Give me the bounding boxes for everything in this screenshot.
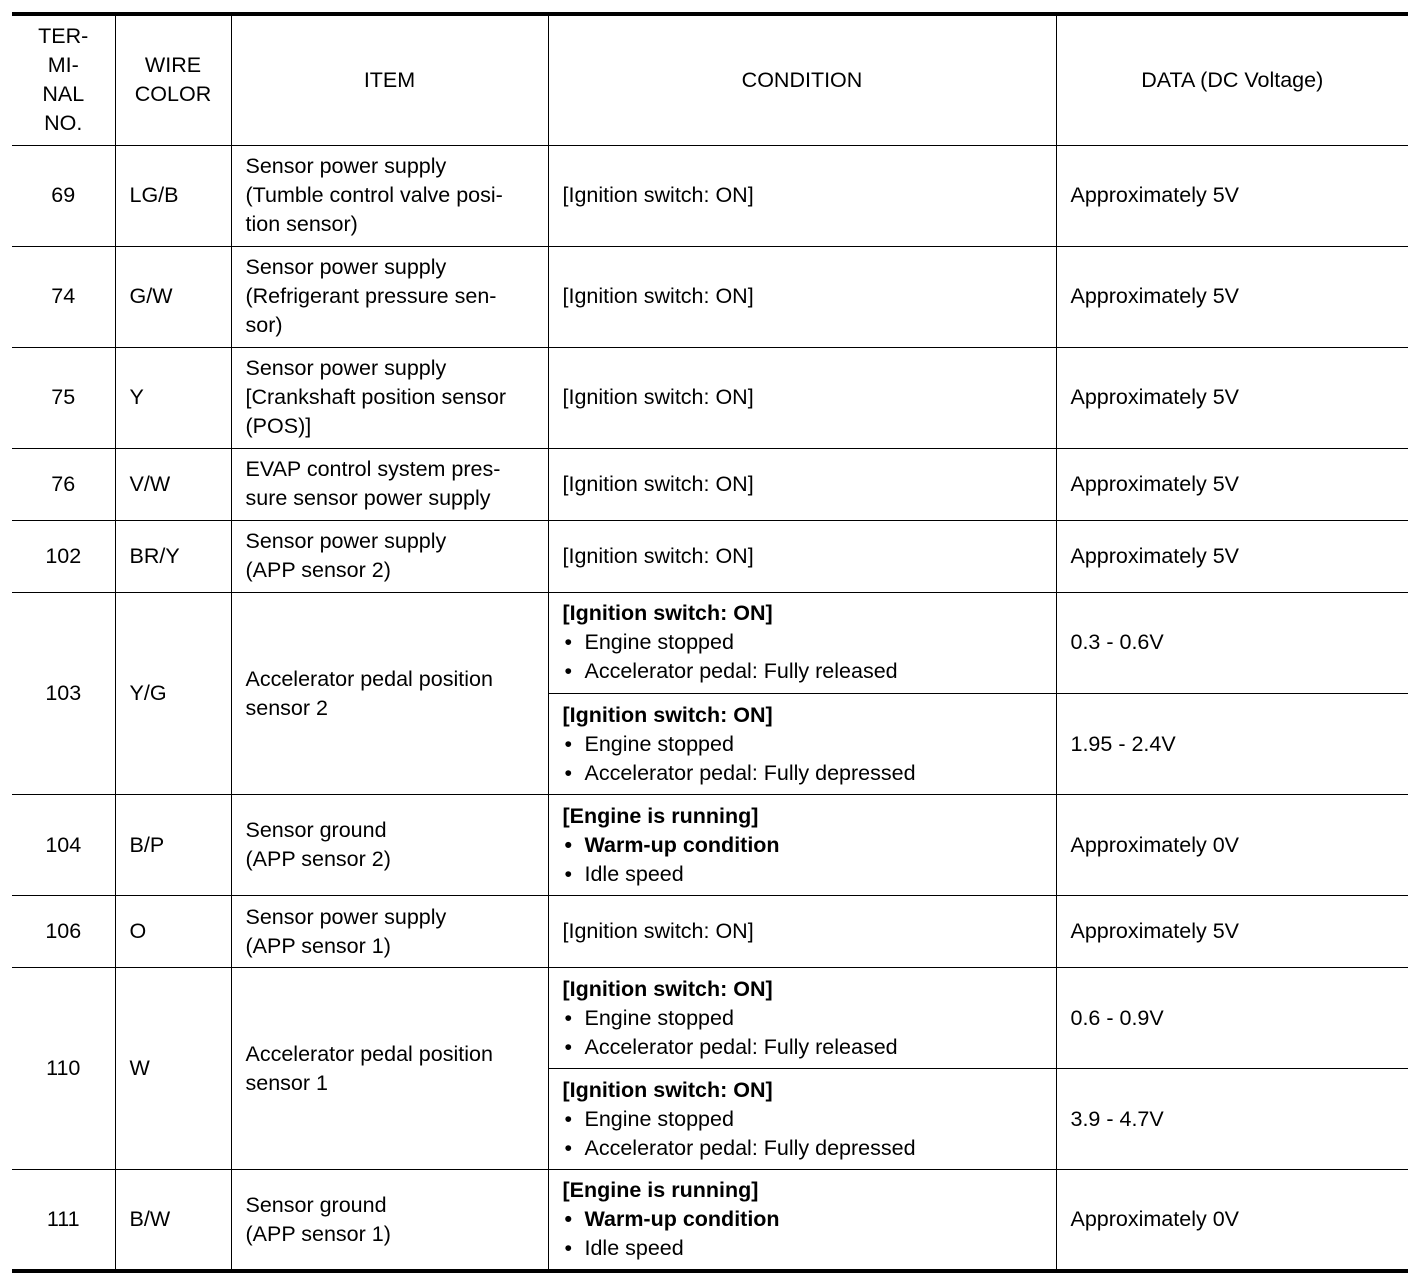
header-wire-line: WIRE [144, 53, 202, 78]
condition-title: [Engine is running] [562, 1178, 759, 1203]
item-line: (APP sensor 1) [245, 933, 391, 958]
table-row [12, 896, 1408, 968]
item-cell [231, 896, 548, 968]
condition-bullet: • Engine stopped [563, 730, 1042, 759]
condition-cell [548, 1069, 1056, 1170]
condition-cell [548, 694, 1056, 795]
terminal-no: 102 [12, 520, 115, 592]
item-cell [231, 968, 548, 1170]
wire-color: Y/G [115, 592, 231, 794]
item-cell [231, 347, 548, 448]
table-row [12, 592, 1408, 693]
condition-cell [548, 1170, 1056, 1271]
item-cell [231, 448, 548, 520]
item-line: sensor 1 [245, 1070, 328, 1095]
wire-color: B/W [115, 1170, 231, 1271]
header-terminal-line: MI- [47, 53, 79, 78]
terminal-no: 104 [12, 795, 115, 896]
item-cell [231, 520, 548, 592]
data-value: Approximately 5V [1056, 896, 1408, 968]
wire-color: G/W [115, 246, 231, 347]
item-cell [231, 145, 548, 246]
data-value: 0.6 - 0.9V [1056, 968, 1408, 1069]
table-row [12, 795, 1408, 896]
item-cell [231, 1170, 548, 1271]
item-line: Sensor power supply [245, 154, 447, 179]
item-line: Sensor power supply [245, 529, 447, 554]
wire-color: LG/B [115, 145, 231, 246]
header-terminal-line: NO. [44, 111, 83, 136]
condition-title: [Ignition switch: ON] [562, 1077, 773, 1102]
item-line: Accelerator pedal position [245, 1041, 493, 1066]
terminal-no: 106 [12, 896, 115, 968]
item-line: (APP sensor 1) [245, 1221, 391, 1246]
table-row [12, 1170, 1408, 1271]
header-item: ITEM [231, 14, 548, 145]
condition-cell: [Ignition switch: ON] [548, 347, 1056, 448]
data-value: Approximately 5V [1056, 347, 1408, 448]
condition-bullet: • Accelerator pedal: Fully depressed [563, 759, 1042, 788]
table-row [12, 246, 1408, 347]
condition-cell [548, 795, 1056, 896]
condition-title: [Engine is running] [562, 803, 759, 828]
condition-cell [548, 968, 1056, 1069]
item-line: (Refrigerant pressure sen- [245, 284, 497, 309]
table-row [12, 520, 1408, 592]
header-terminal-line: TER- [38, 24, 89, 49]
terminal-no: 74 [12, 246, 115, 347]
header-data: DATA (DC Voltage) [1056, 14, 1408, 145]
data-value: Approximately 0V [1056, 1170, 1408, 1271]
item-line: (APP sensor 2) [245, 847, 391, 872]
item-line: Sensor power supply [245, 255, 447, 280]
item-line: sor) [245, 313, 283, 338]
condition-title: [Ignition switch: ON] [562, 702, 773, 727]
condition-bullet: • Accelerator pedal: Fully depressed [563, 1134, 1042, 1163]
condition-cell [548, 592, 1056, 693]
condition-bullet: • Accelerator pedal: Fully released [563, 1033, 1042, 1062]
item-cell [231, 592, 548, 794]
condition-cell: [Ignition switch: ON] [548, 896, 1056, 968]
table-row [12, 347, 1408, 448]
condition-bullet-bold: • Warm-up condition [563, 831, 1042, 860]
data-value: Approximately 5V [1056, 145, 1408, 246]
table-row [12, 145, 1408, 246]
header-wire-line: COLOR [134, 82, 212, 107]
item-line: Sensor ground [245, 1192, 387, 1217]
item-line: Sensor ground [245, 818, 387, 843]
item-line: [Crankshaft position sensor [245, 385, 507, 410]
wire-color: Y [115, 347, 231, 448]
terminal-no: 76 [12, 448, 115, 520]
item-line: (POS)] [245, 414, 312, 439]
item-line: (Tumble control valve posi- [245, 183, 503, 208]
header-condition: CONDITION [548, 14, 1056, 145]
item-line: Sensor power supply [245, 356, 447, 381]
item-cell [231, 246, 548, 347]
condition-bullet: • Engine stopped [563, 1105, 1042, 1134]
item-line: EVAP control system pres- [245, 457, 501, 482]
data-value: Approximately 5V [1056, 520, 1408, 592]
condition-cell: [Ignition switch: ON] [548, 246, 1056, 347]
condition-cell: [Ignition switch: ON] [548, 145, 1056, 246]
wire-color: BR/Y [115, 520, 231, 592]
item-line: sure sensor power supply [245, 486, 491, 511]
data-value: Approximately 5V [1056, 448, 1408, 520]
wire-color: W [115, 968, 231, 1170]
wire-color: B/P [115, 795, 231, 896]
data-value: 3.9 - 4.7V [1056, 1069, 1408, 1170]
condition-bullet: • Engine stopped [563, 628, 1042, 657]
item-line: Sensor power supply [245, 904, 447, 929]
data-value: 1.95 - 2.4V [1056, 694, 1408, 795]
item-line: Accelerator pedal position [245, 666, 493, 691]
header-terminal-line: NAL [42, 82, 85, 107]
data-value: Approximately 0V [1056, 795, 1408, 896]
condition-title: [Ignition switch: ON] [562, 976, 773, 1001]
condition-bullet: • Accelerator pedal: Fully released [563, 657, 1042, 686]
terminal-no: 111 [12, 1170, 115, 1271]
wire-color: O [115, 896, 231, 968]
condition-cell: [Ignition switch: ON] [548, 448, 1056, 520]
terminal-no: 75 [12, 347, 115, 448]
terminal-no: 110 [12, 968, 115, 1170]
item-line: tion sensor) [245, 212, 358, 237]
table-row [12, 968, 1408, 1069]
terminal-data-table [12, 12, 1408, 1273]
item-cell [231, 795, 548, 896]
data-value: 0.3 - 0.6V [1056, 592, 1408, 693]
item-line: (APP sensor 2) [245, 558, 391, 583]
condition-bullet: • Engine stopped [563, 1004, 1042, 1033]
header-wire-color [115, 14, 231, 145]
condition-bullet: • Idle speed [563, 860, 1042, 889]
header-terminal-no [12, 14, 115, 145]
header-row [12, 14, 1408, 145]
condition-bullet-bold: • Warm-up condition [563, 1205, 1042, 1234]
terminal-no: 103 [12, 592, 115, 794]
item-line: sensor 2 [245, 695, 328, 720]
condition-cell: [Ignition switch: ON] [548, 520, 1056, 592]
terminal-no: 69 [12, 145, 115, 246]
condition-bullet: • Idle speed [563, 1234, 1042, 1263]
condition-title: [Ignition switch: ON] [562, 601, 773, 626]
wire-color: V/W [115, 448, 231, 520]
data-value: Approximately 5V [1056, 246, 1408, 347]
table-row [12, 448, 1408, 520]
